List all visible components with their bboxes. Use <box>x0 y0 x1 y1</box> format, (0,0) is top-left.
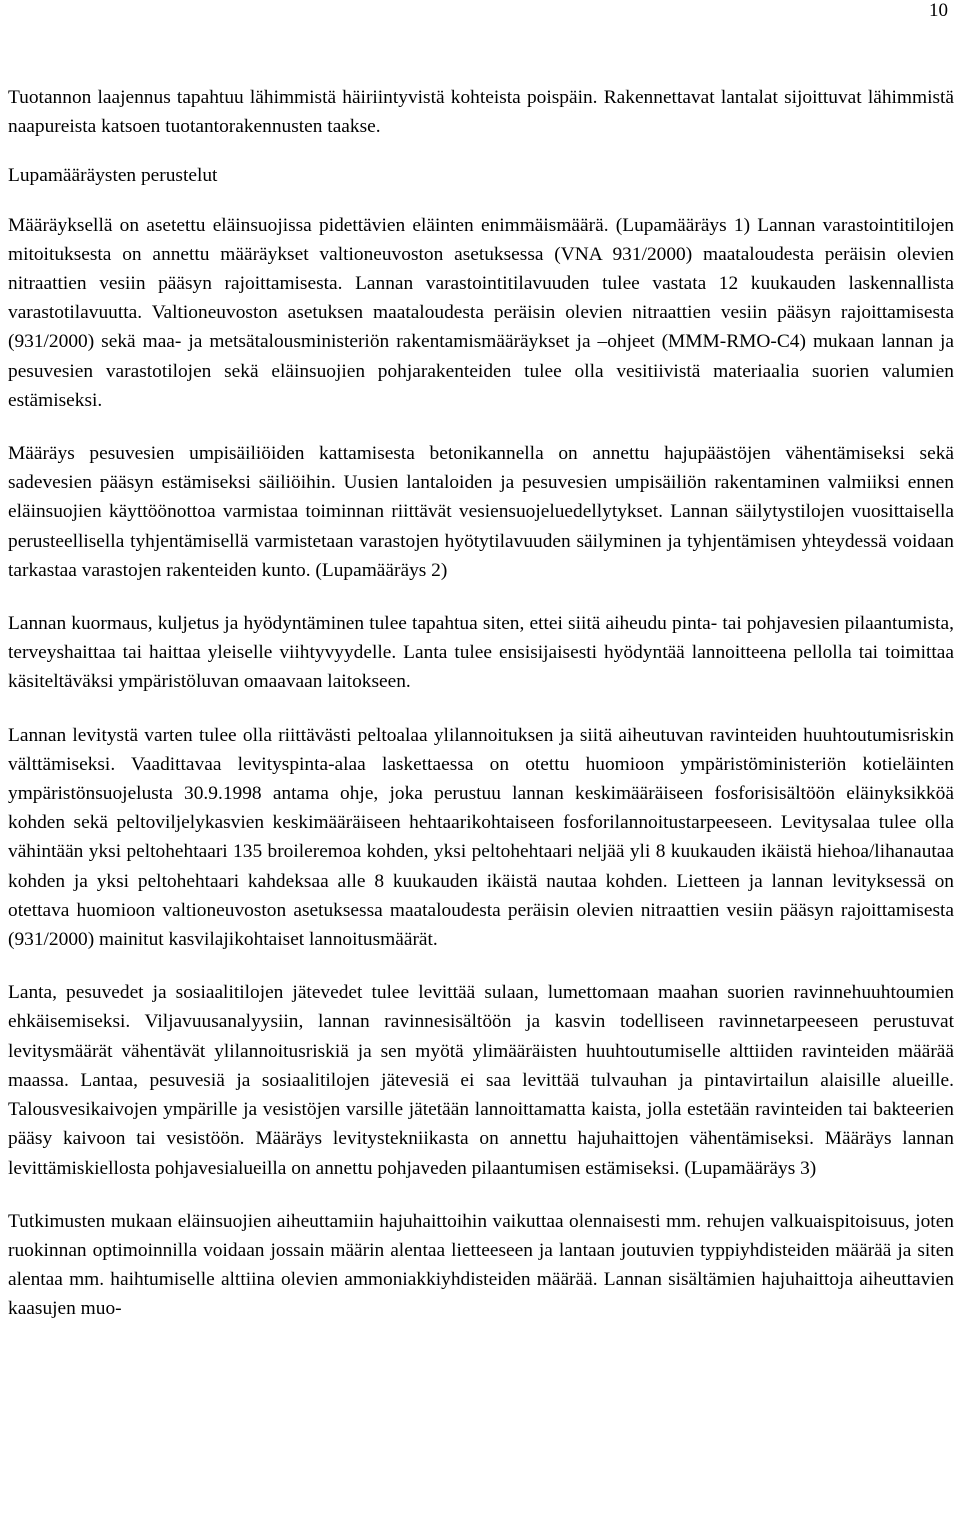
paragraph-odour-research: Tutkimusten mukaan eläinsuojien aiheuttamiin hajuhaittoihin vaikuttaa olennaisesti mm. rehujen valkuaispitoisuus, joten ruokinnan optimoinnilla voidaan jossain määrin alentaa lietteeseen ja lantaan joutuvien typpiyhdisteiden määrää ja siten alentaa mm. haihtumiselle alttiina olevien ammoniakkiyhdisteiden määrää. Lannan sisältämien hajuhaittoja aiheuttavien kaasujen muo- <box>8 1210 954 1320</box>
paragraph-production-expansion: Tuotannon laajennus tapahtuu lähimmistä häiriintyvistä kohteista poispäin. Rakennettavat lantalat sijoittuvat lähimmistä naapureista katsoen tuotantorakennusten taakse. <box>8 87 954 138</box>
paragraph-spreading-rules: Lanta, pesuvedet ja sosiaalitilojen jätevedet tulee levittää sulaan, lumettomaan maahan suorien ravinnehuuhtoumien ehkäisemiseksi. Viljavuusanalyysiin, lannan ravinnesisältöön ja kasvin todelliseen ravinnetarpeeseen perustuvat levitysmäärät vähentävät ylilannoitusriskiä ja sen myötä ylimääräisten huuhtoutumiselle alttiiden ravinteiden määrää maassa. Lantaa, pesuvesiä ja sosiaalitilojen jätevesiä ei saa levittää tulvauhan ja pintavirtailun alaisille alueille. Talousvesikaivojen ympärille ja vesistöjen varsille jätetään lannoittamatta kaista, jolla estetään ravinteiden tai bakteerien pääsy kaivoon tai vesistöön. Määräys levitystekniikasta on annettu hajuhaittojen vähentämiseksi. Määräys lannan levittämiskiellosta pohjavesialueilla on annettu pohjaveden pilaantumisen estämiseksi. (Lupamääräys 3) <box>8 982 954 1179</box>
section-heading: Lupamääräysten perustelut <box>8 165 218 187</box>
page-number: 10 <box>929 0 948 21</box>
document-body <box>8 83 954 1324</box>
paragraph-animal-limits: Määräyksellä on asetettu eläinsuojissa pidettävien eläinten enimmäismäärä. (Lupamääräys 1) Lannan varastointitilojen mitoituksesta on annettu määräykset valtioneuvoston asetuksessa (VNA 931/2000) maataloudesta peräisin olevien nitraattien vesiin pääsyn rajoittamisesta. Lannan varastointitilavuuden tulee vastata 12 kuukauden laskennallista varastotilavuutta. Valtioneuvoston asetuksen maataloudesta peräisin olevien nitraattien vesiin pääsyn rajoittamisesta (931/2000) sekä maa- ja metsätalousministeriön rakentamismääräykset ja –ohjeet (MMM-RMO-C4) mukaan lannan ja pesuvesien varastotilojen sekä eläinsuojien pohjarakenteiden tulee olla vesitiivistä materiaalia suorien valumien estämiseksi. <box>8 214 954 411</box>
paragraph-manure-handling: Lannan kuormaus, kuljetus ja hyödyntäminen tulee tapahtua siten, ettei siitä aiheudu pinta- tai pohjavesien pilaantumista, terveyshaittaa tai haittaa yleiselle viihtyvyydelle. Lanta tulee ensisijaisesti hyödyntää lannoitteena pellolla tai toimittaa käsiteltäväksi ympäristöluvan omaavaan laitokseen. <box>8 613 954 693</box>
paragraph-spreading-area: Lannan levitystä varten tulee olla riittävästi peltoalaa ylilannoituksen ja siitä aiheutuvan ravinteiden huuhtoutumisriskin välttämiseksi. Vaadittavaa levityspinta-alaa laskettaessa on otettu huomioon ympäristöministeriön kotieläinten ympäristönsuojelusta 30.9.1998 antama ohje, joka perustuu lannan keskimääräiseen fosforisisältöön eläinyksikköä kohden sekä peltoviljelykasvien keskimääräiseen hehtaarikohtaiseen fosforilannoitustarpeeseen. Levitysalaa tulee olla vähintään yksi peltohehtaari 135 broileremoa kohden, yksi peltohehtaari neljää yli 8 kuukauden ikäistä hiehoa/lihanautaa kohden ja yksi peltohehtaari kahdeksaa alle 8 kuukauden ikäistä nautaa kohden. Lietteen ja lannan levityksessä on otettava huomioon valtioneuvoston asetuksessa maataloudesta peräisin olevien nitraattien vesiin pääsyn rajoittamisesta (931/2000) mainitut kasvilajikohtaiset lannoitusmäärät. <box>8 724 954 951</box>
paragraph-tank-covers: Määräys pesuvesien umpisäiliöiden kattamisesta betonikannella on annettu hajupäästöjen vähentämiseksi sekä sadevesien pääsyn estämiseksi säiliöihin. Uusien lantaloiden ja pesuvesien umpisäiliön rakentaminen valmiiksi ennen eläinsuojien käyttöönottoa varmistaa toiminnan riittävät vesiensuojeluedellytykset. Lannan säilytystilojen vuosittaisella perusteellisella tyhjentämisellä varmistetaan varastojen hyötytilavuuden säilyminen ja tyhjentämisen yhteydessä voidaan tarkastaa varastojen rakenteiden kunto. (Lupamääräys 2) <box>8 443 954 581</box>
